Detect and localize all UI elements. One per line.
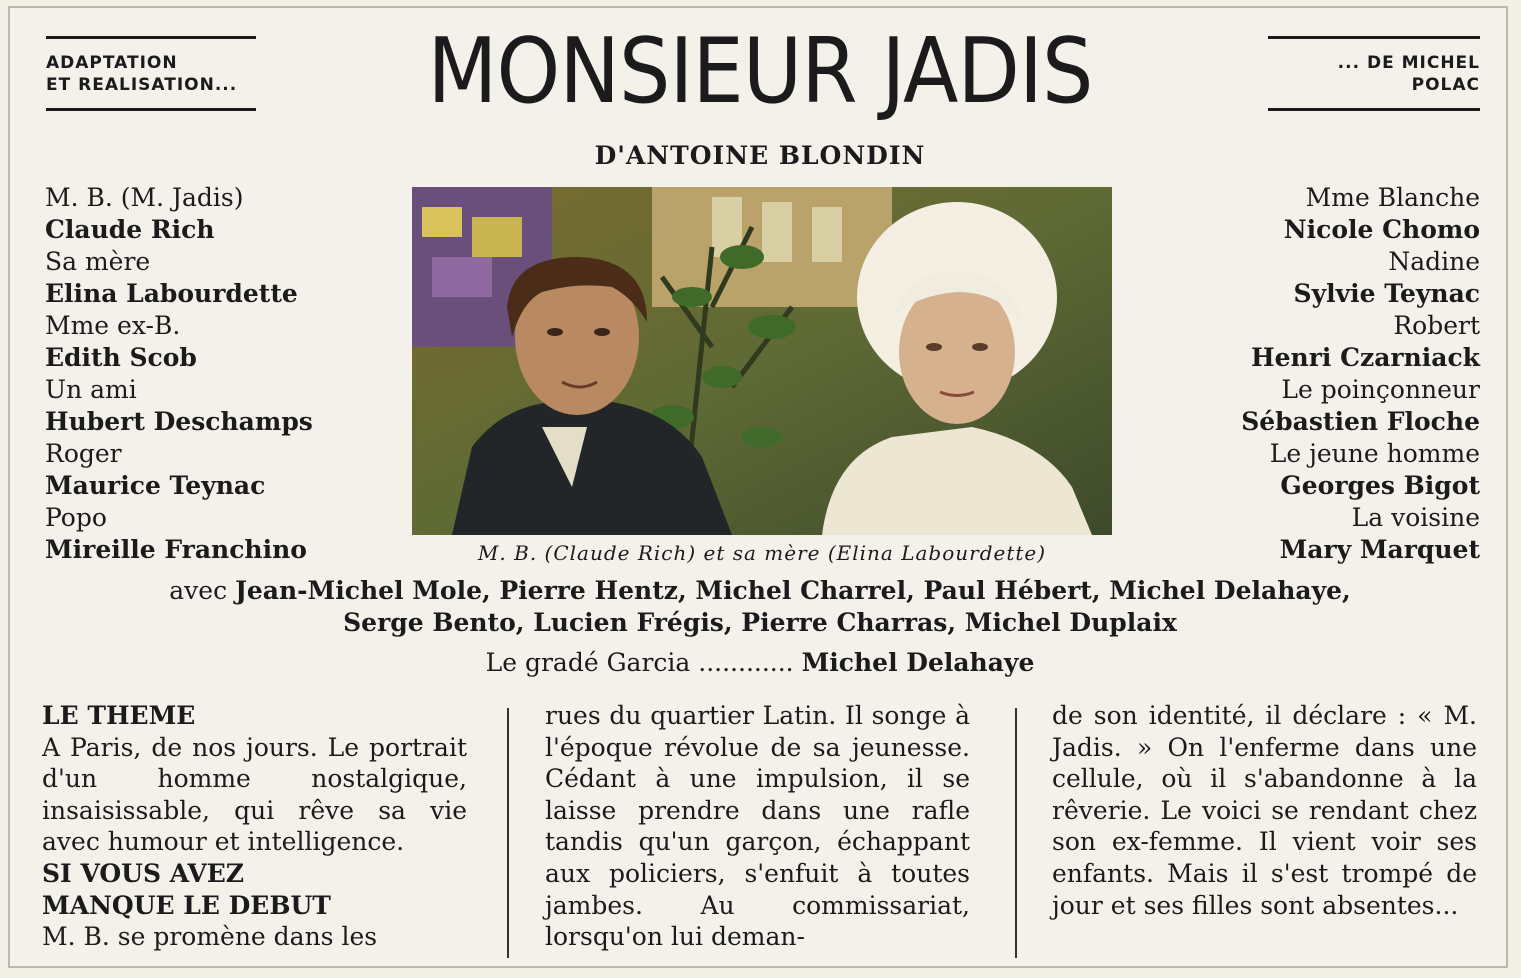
grade-actor: Michel Delahaye	[801, 648, 1035, 677]
photo-illustration	[412, 187, 1112, 535]
supporting-cast-names-1: Jean-Michel Mole, Pierre Hentz, Michel Charrel, Paul Hébert, Michel Delahaye,	[235, 576, 1351, 605]
cast-list-right	[1140, 182, 1480, 566]
cast-role-name: Mme Blanche	[1305, 183, 1480, 212]
cast-actor-name: Claude Rich	[45, 215, 215, 244]
cast-role-name: Roger	[45, 439, 122, 468]
supporting-cast-line2	[60, 607, 1460, 639]
theme-heading: LE THEME	[42, 701, 196, 730]
cast-actor-name: Georges Bigot	[1280, 471, 1480, 500]
debut-heading-2: MANQUE LE DEBUT	[42, 890, 331, 920]
credit-left-line1: ADAPTATION	[46, 53, 178, 73]
cast-role-name: Sa mère	[45, 247, 151, 276]
column-divider-1	[507, 708, 509, 958]
article-column-1	[42, 700, 467, 953]
article-column-3	[1052, 700, 1477, 921]
supporting-cast-names-2: Serge Bento, Lucien Frégis, Pierre Charras, Michel Duplaix	[343, 608, 1177, 637]
credit-left-line2: ET REALISATION...	[46, 75, 238, 95]
column-divider-2	[1015, 708, 1017, 958]
cast-actor-name: Elina Labourdette	[45, 279, 298, 308]
credit-left-text	[46, 39, 256, 108]
cast-role-name: Mme ex-B.	[45, 311, 181, 340]
cast-actor-name: Sylvie Teynac	[1293, 279, 1480, 308]
cast-role-name: Robert	[1393, 311, 1480, 340]
photo-caption: M. B. (Claude Rich) et sa mère (Elina Labourdette)	[477, 541, 1047, 565]
cast-role-name: M. B. (M. Jadis)	[45, 183, 244, 212]
header-left-credit	[46, 36, 256, 111]
article-text-col1: M. B. se promène dans les	[42, 922, 378, 952]
grade-role: Le gradé Garcia	[485, 648, 691, 677]
grade-credit	[60, 647, 1460, 679]
cast-actor-name: Hubert Deschamps	[45, 407, 313, 436]
cast-role-name: Le poinçonneur	[1281, 375, 1480, 404]
avec-prefix: avec	[169, 576, 228, 605]
cast-actor-name: Mary Marquet	[1279, 535, 1480, 564]
credit-right-text	[1268, 39, 1480, 108]
cast-actor-name: Henri Czarniack	[1251, 343, 1480, 372]
cast-actor-name: Edith Scob	[45, 343, 197, 372]
cast-actor-name: Maurice Teynac	[45, 471, 266, 500]
cast-actor-name: Nicole Chomo	[1283, 215, 1480, 244]
cast-role-name: Nadine	[1388, 247, 1480, 276]
credit-right-line2: POLAC	[1411, 75, 1480, 95]
supporting-cast-line1	[60, 575, 1460, 607]
rule-bottom	[1268, 108, 1480, 111]
cast-role-name: Un ami	[45, 375, 137, 404]
article-text-col3: de son identité, il déclare : « M. Jadis. » On l'enferme dans une cellule, où il s'abandonne à la rêverie. Le voici se rendant chez son ex-femme. Il vient voir ses enfants. Mais il s'est trompé de jour et ses filles sont absentes...	[1052, 701, 1477, 920]
cast-role-name: La voisine	[1351, 503, 1480, 532]
rule-bottom	[46, 108, 256, 111]
cast-role-name: Popo	[45, 503, 107, 532]
cast-list-left	[45, 182, 385, 566]
supporting-cast	[60, 575, 1460, 639]
debut-heading-1: SI VOUS AVEZ	[42, 858, 245, 888]
article-text-col2: rues du quartier Latin. Il songe à l'époque révolue de sa jeunesse. Cédant à une impulsion, il se laisse prendre dans une rafle tandis qu'un garçon, échappant aux policiers, s'enfuit à toutes jambes. Au commissariat, lorsqu'on lui deman-	[545, 701, 970, 952]
page-title: MONSIEUR JADIS	[427, 19, 1093, 124]
author-subtitle: D'ANTOINE BLONDIN	[594, 141, 926, 170]
cast-role-name: Le jeune homme	[1269, 439, 1480, 468]
theme-text: A Paris, de nos jours. Le portrait d'un homme nostalgique, insaisissable, qui rêve sa vie avec humour et intelligence.	[42, 732, 467, 857]
grade-dots: ............	[698, 648, 794, 677]
header-right-credit	[1268, 36, 1480, 111]
cast-actor-name: Mireille Franchino	[45, 535, 307, 564]
scene-photo	[412, 187, 1112, 535]
credit-right-line1: ... DE MICHEL	[1337, 53, 1480, 73]
cast-actor-name: Sébastien Floche	[1241, 407, 1480, 436]
article-column-2	[545, 700, 970, 953]
